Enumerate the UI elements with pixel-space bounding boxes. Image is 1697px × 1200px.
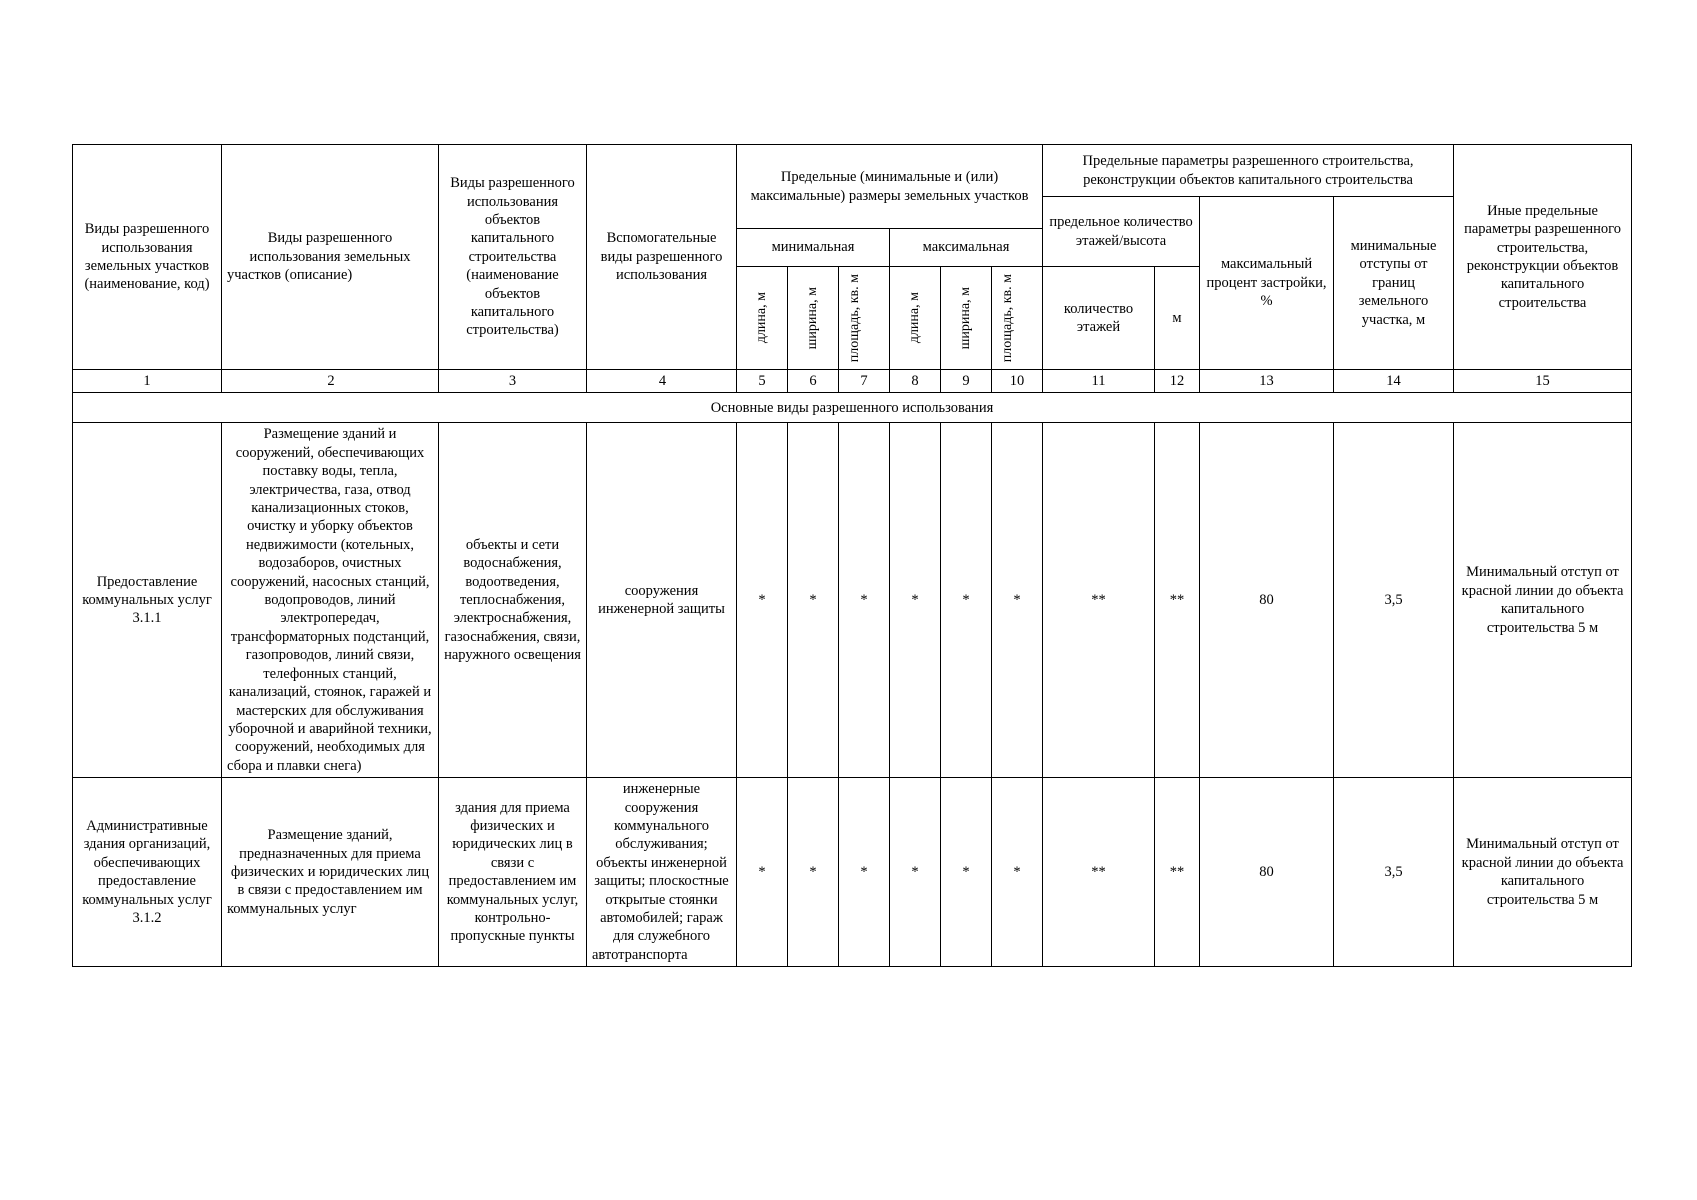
header-min-setback: минимальные отступы от границ земельного участка, м <box>1334 197 1454 370</box>
row-min-area: * <box>839 423 890 778</box>
header-min-area: площадь, кв. м <box>839 267 890 370</box>
row-min-length: * <box>737 778 788 967</box>
column-number: 10 <box>992 370 1043 393</box>
row-max-build-percent: 80 <box>1200 778 1334 967</box>
header-floors-count: количество этажей <box>1043 267 1155 370</box>
row-auxiliary-use: инженерные сооружения коммунального обслуживания; объекты инженерной защиты; плоскостные открытые стоянки автомобилей; гараж для служебного автотранспорта <box>587 778 737 967</box>
header-land-use-name: Виды разрешенного использования земельных участков (наименование, код) <box>73 145 222 370</box>
header-max-area: площадь, кв. м <box>992 267 1043 370</box>
row-floors: ** <box>1043 778 1155 967</box>
column-number: 8 <box>890 370 941 393</box>
header-maximal: максимальная <box>890 229 1043 267</box>
column-number: 12 <box>1155 370 1200 393</box>
row-max-area: * <box>992 778 1043 967</box>
column-number: 13 <box>1200 370 1334 393</box>
header-max-length: длина, м <box>890 267 941 370</box>
header-auxiliary-use: Вспомогательные виды разрешенного использования <box>587 145 737 370</box>
column-number: 5 <box>737 370 788 393</box>
header-plot-size-limits: Предельные (минимальные и (или) максимальные) размеры земельных участков <box>737 145 1043 229</box>
row-other-limits: Минимальный отступ от красной линии до объекта капитального строительства 5 м <box>1454 778 1632 967</box>
header-max-build-percent: максимальный процент застройки, % <box>1200 197 1334 370</box>
header-min-length: длина, м <box>737 267 788 370</box>
row-max-build-percent: 80 <box>1200 423 1334 778</box>
row-height: ** <box>1155 423 1200 778</box>
column-number: 4 <box>587 370 737 393</box>
header-construction-limits: Предельные параметры разрешенного строительства, реконструкции объектов капитального строительства <box>1043 145 1454 197</box>
column-number: 2 <box>222 370 439 393</box>
row-capital-construction: здания для приема физических и юридических лиц в связи с предоставлением им коммунальных услуг, контрольно-пропускные пункты <box>439 778 587 967</box>
row-max-length: * <box>890 778 941 967</box>
column-number-row <box>73 370 1632 393</box>
table-row <box>73 423 1632 778</box>
row-min-setback: 3,5 <box>1334 778 1454 967</box>
row-floors: ** <box>1043 423 1155 778</box>
row-description: Размещение зданий и сооружений, обеспечивающих поставку воды, тепла, электричества, газа, отвод канализационных стоков, очистку и уборку объектов недвижимости (котельных, водозаборов, очистных сооружений, насосных станций, водопроводов, линий электропередач, трансформаторных подстанций, газопроводов, линий связи, телефонных станций, канализаций, стоянок, гаражей и мастерских для обслуживания уборочной и аварийной техники, сооружений, необходимых для сбора и плавки снега) <box>222 423 439 778</box>
header-min-width: ширина, м <box>788 267 839 370</box>
header-floors-height: предельное количество этажей/высота <box>1043 197 1200 267</box>
column-number: 14 <box>1334 370 1454 393</box>
header-height-m: м <box>1155 267 1200 370</box>
row-min-width: * <box>788 423 839 778</box>
row-land-use-name: Административные здания организаций, обеспечивающих предоставление коммунальных услуг 3.1.2 <box>73 778 222 967</box>
header-land-use-description: Виды разрешенного использования земельных участков (описание) <box>222 145 439 370</box>
row-height: ** <box>1155 778 1200 967</box>
column-number: 11 <box>1043 370 1155 393</box>
header-capital-construction-use: Виды разрешенного использования объектов капитального строительства (наименование объектов капитального строительства) <box>439 145 587 370</box>
row-max-area: * <box>992 423 1043 778</box>
header-other-limits: Иные предельные параметры разрешенного строительства, реконструкции объектов капитального строительства <box>1454 145 1632 370</box>
row-min-setback: 3,5 <box>1334 423 1454 778</box>
column-number: 9 <box>941 370 992 393</box>
row-description: Размещение зданий, предназначенных для приема физических и юридических лиц в связи с предоставлением им коммунальных услуг <box>222 778 439 967</box>
column-number: 15 <box>1454 370 1632 393</box>
table-row <box>73 778 1632 967</box>
column-number: 6 <box>788 370 839 393</box>
column-number: 7 <box>839 370 890 393</box>
row-land-use-name: Предоставление коммунальных услуг 3.1.1 <box>73 423 222 778</box>
header-minimal: минимальная <box>737 229 890 267</box>
column-number: 1 <box>73 370 222 393</box>
row-min-area: * <box>839 778 890 967</box>
row-other-limits: Минимальный отступ от красной линии до объекта капитального строительства 5 м <box>1454 423 1632 778</box>
row-capital-construction: объекты и сети водоснабжения, водоотведения, теплоснабжения, электроснабжения, газоснабжения, связи, наружного освещения <box>439 423 587 778</box>
row-max-width: * <box>941 778 992 967</box>
land-use-regulations-table <box>72 144 1632 967</box>
header-max-width: ширина, м <box>941 267 992 370</box>
row-max-width: * <box>941 423 992 778</box>
row-auxiliary-use: сооружения инженерной защиты <box>587 423 737 778</box>
column-number: 3 <box>439 370 587 393</box>
row-min-width: * <box>788 778 839 967</box>
row-min-length: * <box>737 423 788 778</box>
section-title: Основные виды разрешенного использования <box>73 393 1632 423</box>
row-max-length: * <box>890 423 941 778</box>
